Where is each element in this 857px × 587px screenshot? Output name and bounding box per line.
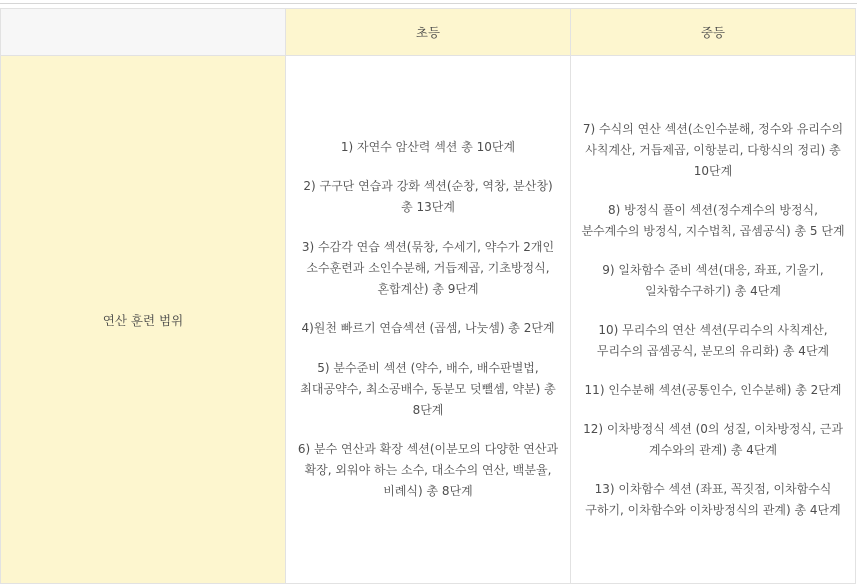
elementary-item: 5) 분수준비 섹션 (약수, 배수, 배수판별법, 최대공약수, 최소공배수, 동분모 덧뺄셈, 약분) 총 8단계 bbox=[300, 360, 556, 417]
middle-item: 7) 수식의 연산 섹션(소인수분해, 정수와 유리수의 사칙계산, 거듭제곱, 이항분리, 다항식의 정리) 총 10단계 bbox=[582, 121, 844, 178]
elementary-item: 2) 구구단 연습과 강화 섹션(순창, 역창, 분산창) 총 13단계 bbox=[303, 179, 553, 215]
header-middle: 중등 bbox=[571, 9, 856, 56]
middle-item: 12) 이차방정식 섹션 (0의 성질, 이차방정식, 근과 계수와의 관계) 총 4단계 bbox=[583, 421, 843, 457]
middle-item: 13) 이차함수 섹션 (좌표, 꼭짓점, 이차함수식 구하기, 이차함수와 이차방정식의 관계) 총 4단계 bbox=[585, 481, 841, 517]
middle-items-cell bbox=[571, 56, 856, 584]
header-blank-cell bbox=[1, 9, 286, 56]
elementary-item: 1) 자연수 암산력 섹션 총 10단계 bbox=[340, 139, 516, 154]
elementary-item: 6) 분수 연산과 확장 섹션(이분모의 다양한 연산과 확장, 외워야 하는 소수, 대소수의 연산, 백분율, 비례식) 총 8단계 bbox=[297, 442, 559, 499]
middle-item: 11) 인수분해 섹션(공통인수, 인수분해) 총 2단계 bbox=[584, 382, 842, 397]
elementary-items-cell bbox=[286, 56, 571, 584]
middle-item: 8) 방정식 풀이 섹션(정수계수의 방정식, 분수계수의 방정식, 지수법칙, 곱셈공식) 총 5 단계 bbox=[581, 202, 845, 238]
row-label-range: 연산 훈련 범위 bbox=[1, 56, 286, 584]
table-row bbox=[1, 56, 856, 584]
middle-item: 10) 무리수의 연산 섹션(무리수의 사칙계산, 무리수의 곱셈공식, 분모의 유리화) 총 4단계 bbox=[596, 322, 830, 358]
elementary-item: 4)원천 빠르기 연습섹션 (곱셈, 나눗셈) 총 2단계 bbox=[301, 321, 555, 336]
middle-item: 9) 일차함수 준비 섹션(대응, 좌표, 기울기, 일차함수구하기) 총 4단계 bbox=[602, 262, 824, 298]
elementary-item: 3) 수감각 연습 섹션(묶창, 수세기, 약수가 2개인 소수훈련과 소인수분해, 거듭제곱, 기초방정식, 혼합계산) 총 9단계 bbox=[301, 239, 555, 296]
header-elementary: 초등 bbox=[286, 9, 571, 56]
table-header-row bbox=[1, 9, 856, 56]
training-range-table bbox=[0, 8, 856, 584]
top-divider bbox=[0, 3, 857, 4]
